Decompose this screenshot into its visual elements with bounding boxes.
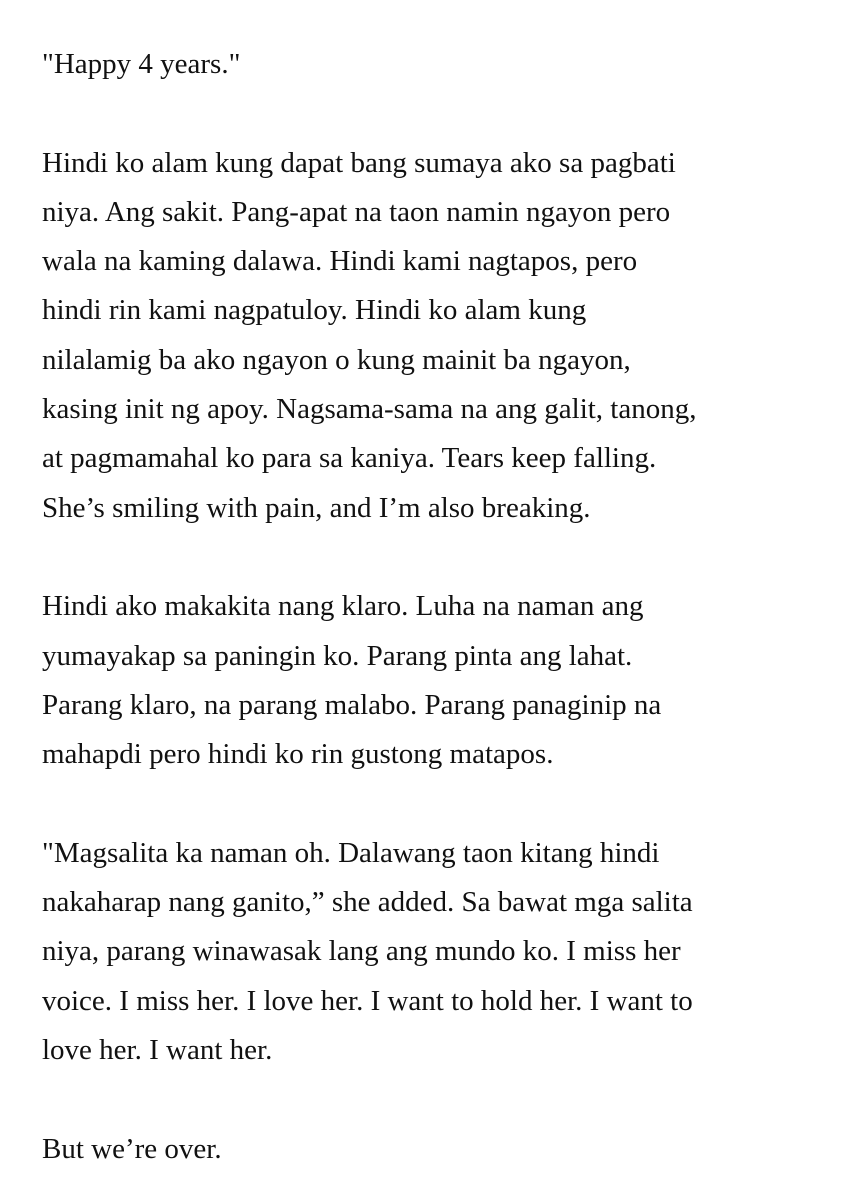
text-line: wala na kaming dalawa. Hindi kami nagtapos, pero <box>42 245 638 278</box>
text-line: voice. I miss her. I love her. I want to hold her. I want to <box>42 984 693 1017</box>
text-line: But we’re over. <box>42 1132 222 1165</box>
text-line: niya. Ang sakit. Pang-apat na taon namin ngayon pero <box>42 195 671 228</box>
text-line: niya, parang winawasak lang ang mundo ko. I miss her <box>42 935 681 968</box>
paragraph-ending <box>42 1125 832 1174</box>
text-line: nakaharap nang ganito,” she added. Sa bawat mga salita <box>42 886 693 919</box>
story-text <box>42 40 832 1174</box>
text-line: She’s smiling with pain, and I’m also breaking. <box>42 491 591 524</box>
text-line: love her. I want her. <box>42 1033 273 1066</box>
text-line: Hindi ako makakita nang klaro. Luha na naman ang <box>42 590 644 623</box>
text-line: Hindi ko alam kung dapat bang sumaya ako sa pagbati <box>42 146 676 179</box>
text-line: "Magsalita ka naman oh. Dalawang taon kitang hindi <box>42 836 660 869</box>
text-line: Parang klaro, na parang malabo. Parang panaginip na <box>42 688 662 721</box>
text-line: at pagmamahal ko para sa kaniya. Tears keep falling. <box>42 442 657 475</box>
text-line: kasing init ng apoy. Nagsama-sama na ang galit, tanong, <box>42 393 697 426</box>
paragraph-greeting <box>42 40 832 89</box>
paragraph-vision <box>42 582 832 779</box>
text-line: nilalamig ba ako ngayon o kung mainit ba ngayon, <box>42 343 631 376</box>
text-line: mahapdi pero hindi ko rin gustong matapos. <box>42 738 554 771</box>
text-line: "Happy 4 years." <box>42 48 241 80</box>
paragraph-reflection <box>42 139 832 533</box>
text-line: yumayakap sa paningin ko. Parang pinta ang lahat. <box>42 639 633 672</box>
text-line: hindi rin kami nagpatuloy. Hindi ko alam kung <box>42 294 587 327</box>
paragraph-dialogue <box>42 829 832 1075</box>
